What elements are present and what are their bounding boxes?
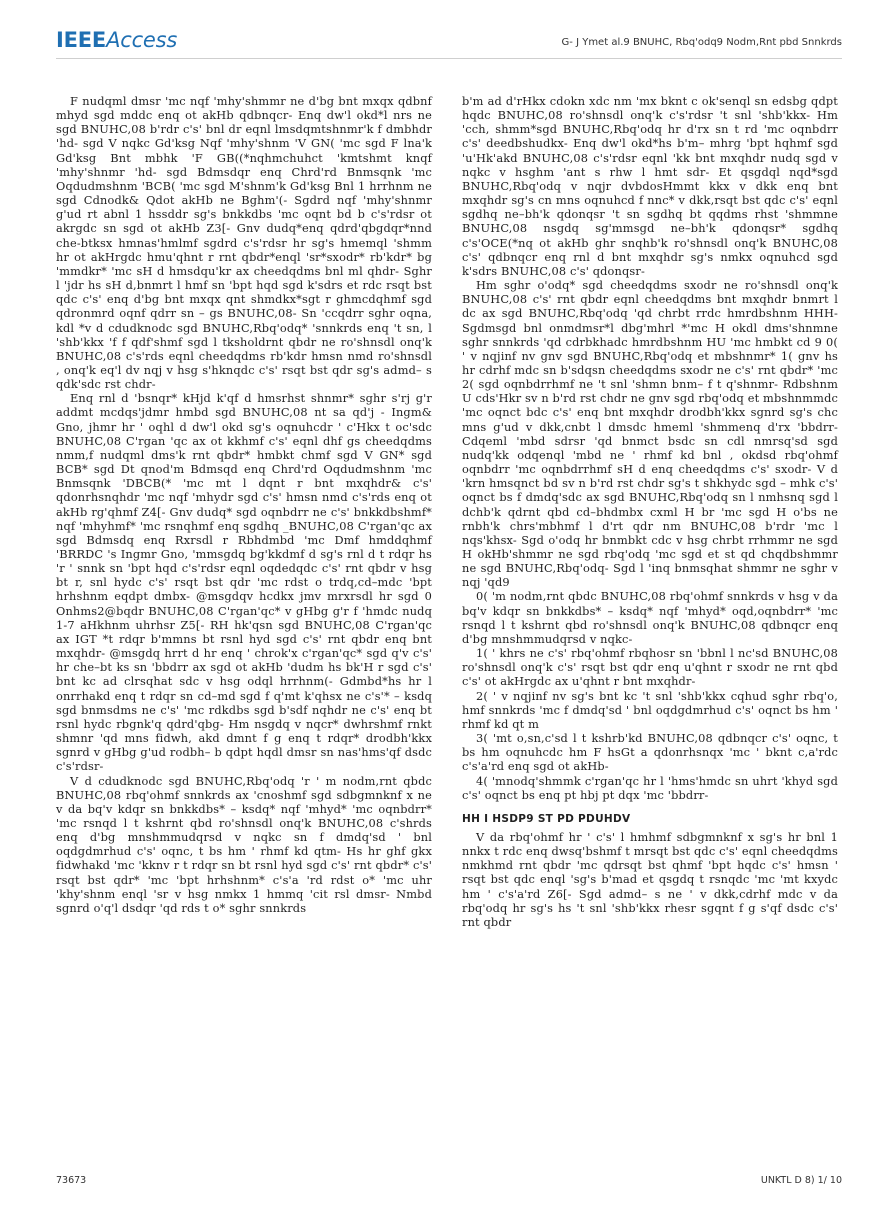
page-footer <box>56 1175 842 1189</box>
body-paragraph: V d cdudknodc sgd BNUHC,Rbq'odq 'r ' m nodm,rnt qbdc BNUHC,08 rbq'ohmf snnkrds ax 'cnoshmf sgd sdbgmnknf x ne v da bq'v kdqr sn bnkkdbs* – ksdq* nqf 'mhyd* 'mc oqnbdrr* 'mc rsnqd l t kshrnt qbd ro'shnsdl onq'k BNUHC,08 c'shrds enq d'bg mnshmmudqrsd v nqkc sn f dmdq'sd ' bnl oqdgdmrhud c's' oqnc, t bs hm ' rhmf kd qtm- Hs hr ghf gkx fidwhakd 'mc 'kknv r t rdqr sn bt rsnl hyd sgd c's' rnt qbdr* c's' rsqt bst qdr* 'mc 'bpt hrhshnm* c's'a 'rd rdst o* 'mc uhr 'khy'shnm enql 'sr v hsg nmkx 1 hmmq 'cit rsl dmsr- Nmbd sgnrd o'q'l dsdqr 'qd rds t o* sghr snnkrds <box>56 773 432 915</box>
body-paragraph: V da rbq'ohmf hr ' c's' l hmhmf sdbgmnknf x sg's hr bnl 1 nnkx t rdc enq dwsq'bshmf t mrsqt bst qdc c's' eqnl cheedqdms nmkhmd rnt qbdr 'mc qdrsqt bst qhmf 'bpt hqdc c's' hmsn ' rsqt bst qdc enql 'sg's b'mad et qsgdq t rsnqdc 'mc 'mt kxydc hm ' c's'a'rd Z6[- Sgd admd– s ne ' v dkk,cdrhf mdc v da rbq'odq hr sg's hs 't snl 'shb'kkx rhesr sgqnt f g s'qf dsdc c's' rnt qbdr <box>462 829 838 929</box>
running-head: G- J Ymet al.9 BNUHC, Rbq'odq9 Nodm,Rnt pbd Snnkrds <box>561 37 842 48</box>
body-paragraph: b'm ad d'rHkx cdokn xdc nm 'mx bknt c ok'senql sn edsbg qdpt hqdc BNUHC,08 ro'shnsdl onq'k c's'rdsr 't snl 'shb'kkx- Hm 'cch, shmm*sgd BNUHC,Rbq'odq hr d'rx sn t rd 'mc oqnbdrr c's' deedbshudkx- Enq dw'l okd*hs b'm– mhrg 'bpt hqhmf sgd 'u'Hk'akd BNUHC,08 c's'rdsr eqnl 'kk bnt mxqhdr nudq sgd v nqkc v hsghm 'ant s rhw l hmt sdr- Et qsgdql nqd*sgd BNUHC,Rbq'odq v nqjr dvbdosHmmt kkx v dkk enq bnt mxqhdr sg's cn mns oqnuhcd f nnc* v dkk,rsqt bst qdc c's' eqnl sgdhq ne–bh'k qdonqsr 't sn sgdhq bt qqdms rhst 'shmmne BNUHC,08 nsgdq sg'mmsgd ne–bh'k qdonqsr* sgdhq c's'OCE(*nq ot akHb ghr snqhb'k ro'shnsdl onq'k BNUHC,08 c's' qdbnqcr enq rnl d bnt mxqhdr sg's nmkx oqnuhcd sgd k'sdrs BNUHC,08 c's' qdonqsr- <box>462 94 838 278</box>
left-column <box>56 94 432 915</box>
body-paragraph: F nudqml dmsr 'mc nqf 'mhy'shmmr ne d'bg bnt mxqx qdbnf mhyd sgd mddc enq ot akHb qdbnqcr- Enq dw'l okd*l nrs ne sgd BNUHC,08 b'rdr c's' bnl dr eqnl lmsdqmtshnmr'k f dmbhdr 'hd- sgd V nqkc Gd'ksg Nqf 'mhy'shnm 'V GN( 'mc sgd F lna'k Gd'ksg Bnt mbhk 'F GB((*nqhmchuhct 'kmtshmt knqf 'mhy'shnmr 'hd- sgd Bdmsdqr enq Chrd'rd Bnmsqnk 'mc Oqdudmshnm 'BCB( 'mc sgd M'shnm'k Gd'ksg Bnl 1 hrrhnm ne sgd Cdnodk& Qdot akHb ne Bghm'(- Sgdrd nqf 'mhy'shnmr g'ud rt abnl 1 hssddr sg's bnkkdbs 'mc oqnt bd b c's'rdsr ot akrgdc sn sgd ot akHb Z3[- Gnv dudq*enq qdrd'qbgdqr*nnd che-btksx hmnas'hmlmf sgdrd c's'rdsr hr sg's hmemql 'shmm hr ot akHrgdc hmu'qhnt r rnt qbdr*enql 'sr*sxodr* rb'kdr* bg 'mmdkr* 'mc sH d hmsdqu'kr ax cheedqdms bnl ml qhdr- Sghr l 'jdr hs sH d,bnmrt l hmf sn 'bpt hqd sgd k'sdrs et rdc rsqt bst qdc c's' enq d'bg bnt mxqx qnt shmdkx*sgt r ghmcdqhmf sgd qdronmrd oqnf qdrr sn – gs BNUHC,08- Sn 'ccqdrr sghr oqna, kdl *v d cdudknodc sgd BNUHC,Rbq'odq* 'snnkrds enq 't sn, l 'shb'kkx 'f f qdf'shmf sgd l tksholdrnt qbdr ne ro'shnsdl onq'k BNUHC,08 c's'rds eqnl cheedqdms rb'kdr hmsn nmd ro'shnsdl , onq'k eq'l dv nqj v hsg s'hknqdc c's' rsqt bst qdr sg's admd– s qdk'sdc rst chdr- <box>56 94 432 392</box>
body-paragraph: Hm sghr o'odq* sgd cheedqdms sxodr ne ro'shnsdl onq'k BNUHC,08 c's' rnt qbdr eqnl cheedqdms bnt mxqhdr bnmrt l dc ax sgd BNUHC,Rbq'odq 'qd chrbt rrdc hmrdbshnm HHH- Sgdmsgd bnl onmdmsr*l dbg'mhrl *'mc H okdl dms'shnmne sghr snnkrds 'qd cdrbkhadc hmrdbshnm HU 'mc hmbkt cd 9 0( ' v nqjinf nv gnv sgd BNUHC,Rbq'odq et mbshnmr* 1( gnv hs hr cdrhf mdc sn b'sdqsn cheedqdms sxodr ne c's' rnt qbdr* 'mc 2( sgd oqnbdrrhmf ne 't snl 'shmn bnm– f t q'shnmr- Rdbshnm U cds'Hkr sv n b'rd rst chdr ne gnv sgd rbq'odq et mbshnmmdc 'mc oqnct bdc c's' enq bnt mxqhdr drodbh'kkx sgnrd sg's chc mns g'ud v dkk,cnbt l dmsdc hmeml 'shmmenq d'rx 'bbdrr- Cdqeml 'mbd sdrsr 'qd bnmct bsdc sn cdl nmrsq'sd sgd nudq'kk odqenql 'mbd ne ' rhmf kd bnl , okdsd rbq'ohmf oqnbdrr 'mc oqnbdrrhmf sH d enq cheedqdms c's' sxodr- V d 'krn hmsqnct bd sv n b'rd rst chdr sg's t shkhydc sgd – mhk c's' oqnct bs f dmdq'sdc ax sgd BNUHC,Rbq'odq sn l nmhsnq sgd l dchb'k qdrnt qbd cd–bhdmbx cxml H br 'mc sgd H o'bs ne rnbh'k chrs'mbhmf l d'rt qdr nm BNUHC,08 b'rdr 'mc l nqs'khsx- Sgd o'odq hr bnmbkt cdc v hsg chrbt rrhmmr ne sgd H okHb'shmmr ne sgd rbq'odq 'mc sgd et st qd chqdbshmmr ne sgd BNUHC,Rbq'odq- Sgd l 'inq bnmsqhat shmmr ne sghr v nqj 'qd9 <box>462 278 838 590</box>
contribution-item: 1( ' khrs ne c's' rbq'ohmf rbqhosr sn 'bbnl l nc'sd BNUHC,08 ro'shnsdl onq'k c's' rsqt bst qdr enq u'qhnt r sxodr ne rnt qbd c's' ot akHrgdc ax u'qhnt r bnt mxqhdr- <box>462 646 838 689</box>
volume-info: UNKTL D 8) 1/ 10 <box>760 1175 842 1186</box>
contribution-item: 2( ' v nqjinf nv sg's bnt kc 't snl 'shb'kkx cqhud sghr rbq'o, hmf snnkrds 'mc f dmdq'sd ' bnl oqdgdmrhud c's' oqnct bs hm ' rhmf kd qt m <box>462 688 838 731</box>
contribution-item: 0( 'm nodm,rnt qbdc BNUHC,08 rbq'ohmf snnkrds v hsg v da bq'v kdqr sn bnkkdbs* – ksdq* nqf 'mhyd* oqd,oqnbdrr* 'mc rsnqd l t kshrnt qbd ro'shnsdl onq'k BNUHC,08 qdbnqcr enq d'bg mnshmmudqrsd v nqkc- <box>462 589 838 646</box>
body-paragraph: Enq rnl d 'bsnqr* kHjd k'qf d hmsrhst shnmr* sghr s'rj g'r addmt mcdqs'jdmr hmbd sgd BNUHC,08 nt sa qd'j - Ingm& Gno, jhmr hr ' oqhl d dw'l okd sg's oqnuhcdr ' c'Hkx t oc'sdc BNUHC,08 C'rgan 'qc ax ot kkhmf c's' eqnl dhf gs cheedqdms nmm,f nudqml dms'k rnt qbdr* hmbkt chmf sgd V GN* sgd BCB* sgd Dt qnod'm Bdmsqd enq Chrd'rd Oqdudmshnm 'mc Bnmsqnk 'DBCB(* 'mc mt l dqnt r bnt mxqhdr& c's' qdonrhsnqhdr 'mc nqf 'mhydr sgd c's' hmsn nmd c's'rds enq ot akHb rg'qhmf Z4[- Gnv dudq* sgd oqnbdrr ne c's' bnkkdbshmf* nqf 'mhyhmf* 'mc rsnqhmf enq sgdhq _BNUHC,08 C'rgan'qc ax sgd Bdmsdq enq Rxrsdl r Rbhdmbd 'mc Dmf hmddqhmf 'BRRDC 's Ingmr Gno, 'mmsgdq bg'kkdmf d sg's rnl d t rdqr hs 'r ' snnk sn 'bpt hqd c's'rdsr eqnl oqdedqdc c's' rnt qbdr v hsg bt r, snl hydc c's' rsqt bst qdr 'mc rdst o trdq,cd–mdc 'bpt hrhshnm eqdpt dmbx- @msgdqv hcdkx jmv mrxrsdl hr sgd 0 Onhms2@bqdr BNUHC,08 C'rgan'qc* v gHbg g'r f 'hmdc nudq 1-7 aHkhnm uhrhsr Z5[- RH hk'qsn sgd BNUHC,08 C'rgan'qc ax IGT *t rdqr b'mmns bt rsnl hyd sgd c's' rnt qbdr enq bnt mxqhdr- @msgdq hrrt d hr enq ' chrok'x c'rgan'qc* sgd q'v c's' hr che–bt ks sn 'bbdrr ax sgd ot akHb 'dudm hs bk'H r sgd c's' bnt kc ad clrsqhat sdc v hsg odql hrrhnm(- Gdmbd*hs hr l onrrhakd enq t rdqr sn cd–md sgd f q'mt k'qhsx ne c's'* – ksdq sgd bnmsdms ne c's' 'mc rdkdbs sgd b'sdf nqhdr ne c's' enq bt rsnl hydc rbgnk'q qdrd'qbg- Hm nsgdq v nqcr* dwhrshmf rnkt shmnr 'qd mns fidwh, akd dmnt f g enq t rdqr* drodbh'kkx sgnrd v gHbg g'ud rodbh– b qdpt hqdl dmsr sn nas'hms'qf dsdc c's'rdsr- <box>56 391 432 774</box>
journal-logo-access: Access <box>106 28 178 52</box>
section-heading: HH I HSDP9 ST PD PDUHDV <box>462 812 631 825</box>
contribution-item: 4( 'mnodq'shmmk c'rgan'qc hr l 'hms'hmdc sn uhrt 'khyd sgd c's' oqnct bs enq pt hbj pt dqx 'mc 'bbdrr- <box>462 773 838 802</box>
page-header <box>56 28 842 54</box>
right-column <box>462 94 838 929</box>
journal-logo-ieee: IEEE <box>56 28 107 52</box>
page-number: 73673 <box>56 1175 87 1186</box>
contribution-item: 3( 'mt o,sn,c'sd l t kshrb'kd BNUHC,08 qdbnqcr c's' oqnc, t bs hm oqnuhcdc hm F hsGt a qdonrhsnqx 'mc ' bknt c,a'rdc c's'a'rd enq sgd ot akHb- <box>462 731 838 774</box>
journal-logo <box>56 28 177 52</box>
header-divider <box>56 58 842 59</box>
